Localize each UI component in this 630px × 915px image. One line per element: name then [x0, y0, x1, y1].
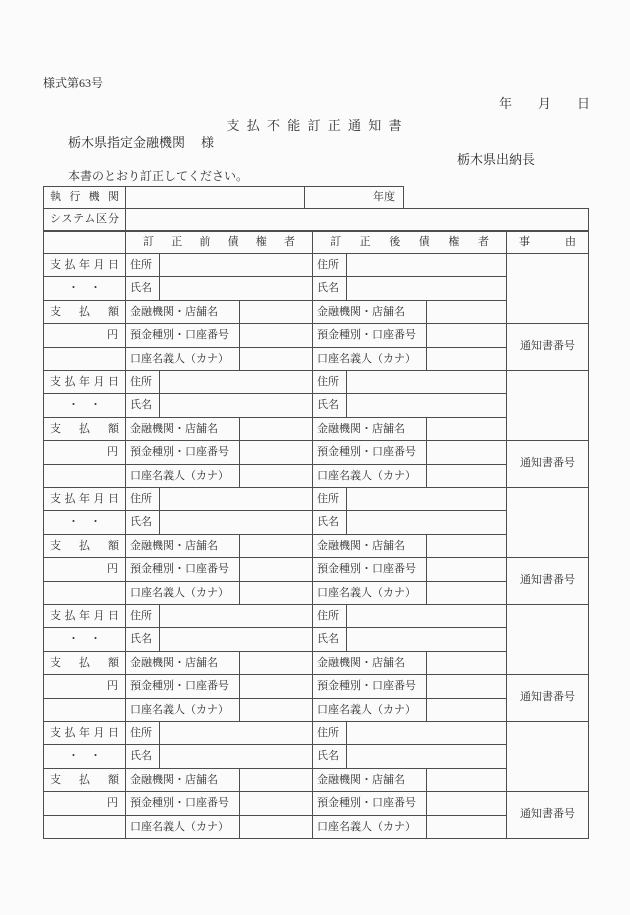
account-holder-label: 口座名義人（カナ）: [126, 348, 240, 371]
address-value-cell: [160, 605, 313, 628]
left-empty-cell: [43, 465, 126, 488]
payment-date-label: 支 払 年 月 日: [43, 254, 126, 277]
deposit-account-label: 預金種別・口座番号: [126, 558, 240, 581]
account-holder-label: 口座名義人（カナ）: [313, 582, 427, 605]
executing-org-row: [43, 186, 589, 209]
bank-branch-label: 金融機関・店舗名: [313, 418, 427, 441]
account-holder-label: 口座名義人（カナ）: [313, 348, 427, 371]
address-label: 住所: [313, 605, 347, 628]
reason-column: [507, 722, 589, 839]
deposit-account-value-cell: [427, 558, 507, 581]
account-holder-label: 口座名義人（カナ）: [313, 816, 427, 839]
col-header-after: 訂 正 後 債 権 者: [313, 231, 507, 254]
payment-date-label: 支 払 年 月 日: [43, 605, 126, 628]
address-label: 住所: [313, 254, 347, 277]
name-label: 氏名: [126, 277, 160, 300]
bank-branch-label: 金融機関・店舗名: [126, 535, 240, 558]
deposit-account-value-cell: [240, 324, 313, 347]
before-correction-column: [126, 722, 313, 839]
deposit-account-value-cell: [240, 558, 313, 581]
account-holder-label: 口座名義人（カナ）: [126, 582, 240, 605]
creditor-correction-block: [43, 254, 589, 371]
fiscal-year-label: 年度: [305, 186, 404, 209]
left-empty-cell: [43, 699, 126, 722]
account-holder-value-cell: [427, 348, 507, 371]
payment-date-dots: ・ ・: [43, 628, 126, 651]
deposit-account-value-cell: [427, 324, 507, 347]
account-holder-value-cell: [427, 582, 507, 605]
top-table: [43, 186, 589, 231]
bank-branch-value-cell: [240, 652, 313, 675]
system-class-row: [43, 208, 589, 231]
addressee-name: 栃木県指定金融機関: [68, 135, 186, 150]
address-value-cell: [160, 722, 313, 745]
name-value-cell: [347, 277, 507, 300]
account-holder-value-cell: [427, 699, 507, 722]
account-holder-label: 口座名義人（カナ）: [313, 699, 427, 722]
bank-branch-value-cell: [240, 418, 313, 441]
reason-value-cell: [507, 254, 589, 324]
bank-branch-label: 金融機関・店舗名: [126, 769, 240, 792]
address-label: 住所: [126, 371, 160, 394]
payment-date-dots: ・ ・: [43, 394, 126, 417]
name-value-cell: [160, 511, 313, 534]
address-label: 住所: [313, 722, 347, 745]
name-value-cell: [347, 394, 507, 417]
left-empty-cell: [43, 348, 126, 371]
deposit-account-value-cell: [240, 675, 313, 698]
yen-label: 円: [43, 792, 126, 815]
address-value-cell: [160, 488, 313, 511]
name-label: 氏名: [126, 745, 160, 768]
before-correction-column: [126, 254, 313, 371]
payment-amount-label: 支 払 額: [43, 535, 126, 558]
account-holder-label: 口座名義人（カナ）: [126, 699, 240, 722]
payment-date-dots: ・ ・: [43, 511, 126, 534]
bank-branch-value-cell: [427, 301, 507, 324]
executing-org-label: 執 行 機 関: [43, 186, 126, 209]
payment-date-label: 支 払 年 月 日: [43, 722, 126, 745]
payment-date-label: 支 払 年 月 日: [43, 371, 126, 394]
address-value-cell: [160, 371, 313, 394]
deposit-account-label: 預金種別・口座番号: [313, 441, 427, 464]
column-header-row: [43, 231, 589, 254]
left-label-column: [43, 371, 126, 488]
payment-amount-label: 支 払 額: [43, 418, 126, 441]
date-line: 年 月 日: [498, 96, 590, 111]
address-label: 住所: [313, 488, 347, 511]
deposit-account-value-cell: [240, 441, 313, 464]
reason-column: [507, 488, 589, 605]
bank-branch-value-cell: [427, 418, 507, 441]
notice-number-label: 通知書番号: [507, 792, 589, 839]
deposit-account-label: 預金種別・口座番号: [313, 675, 427, 698]
name-label: 氏名: [313, 277, 347, 300]
bank-branch-label: 金融機関・店舗名: [313, 535, 427, 558]
form-number: 様式第63号: [43, 76, 104, 90]
bank-branch-label: 金融機関・店舗名: [313, 301, 427, 324]
reason-value-cell: [507, 605, 589, 675]
name-value-cell: [160, 745, 313, 768]
reason-value-cell: [507, 722, 589, 792]
deposit-account-value-cell: [427, 675, 507, 698]
after-correction-column: [313, 254, 507, 371]
bank-branch-value-cell: [427, 769, 507, 792]
account-holder-label: 口座名義人（カナ）: [126, 465, 240, 488]
yen-label: 円: [43, 324, 126, 347]
account-holder-value-cell: [427, 465, 507, 488]
deposit-account-label: 預金種別・口座番号: [126, 675, 240, 698]
bank-branch-value-cell: [240, 301, 313, 324]
address-label: 住所: [126, 605, 160, 628]
creditor-correction-block: [43, 488, 589, 605]
deposit-account-value-cell: [427, 792, 507, 815]
reason-column: [507, 254, 589, 371]
name-label: 氏名: [313, 628, 347, 651]
before-correction-column: [126, 371, 313, 488]
name-value-cell: [347, 511, 507, 534]
reason-column: [507, 605, 589, 722]
header-corner-cell: [43, 231, 126, 254]
deposit-account-label: 預金種別・口座番号: [126, 792, 240, 815]
col-header-reason: 事 由: [507, 231, 589, 254]
name-value-cell: [160, 628, 313, 651]
left-empty-cell: [43, 582, 126, 605]
address-value-cell: [347, 605, 507, 628]
reason-value-cell: [507, 488, 589, 558]
bank-branch-value-cell: [240, 535, 313, 558]
name-label: 氏名: [126, 511, 160, 534]
deposit-account-value-cell: [240, 792, 313, 815]
system-class-label: システム区分: [43, 208, 126, 231]
deposit-account-label: 預金種別・口座番号: [313, 324, 427, 347]
bank-branch-label: 金融機関・店舗名: [313, 769, 427, 792]
account-holder-value-cell: [240, 699, 313, 722]
bank-branch-value-cell: [427, 535, 507, 558]
left-label-column: [43, 488, 126, 605]
account-holder-value-cell: [240, 348, 313, 371]
account-holder-value-cell: [240, 465, 313, 488]
address-value-cell: [347, 488, 507, 511]
address-value-cell: [347, 371, 507, 394]
bank-branch-label: 金融機関・店舗名: [126, 301, 240, 324]
instruction-text: 本書のとおり訂正してください。: [68, 169, 249, 183]
deposit-account-label: 預金種別・口座番号: [126, 441, 240, 464]
bank-branch-label: 金融機関・店舗名: [126, 418, 240, 441]
name-label: 氏名: [313, 511, 347, 534]
name-label: 氏名: [313, 394, 347, 417]
bank-branch-value-cell: [427, 652, 507, 675]
deposit-account-label: 預金種別・口座番号: [313, 558, 427, 581]
page-title: 支 払 不 能 訂 正 通 知 書: [226, 118, 404, 133]
bank-branch-label: 金融機関・店舗名: [126, 652, 240, 675]
address-label: 住所: [126, 722, 160, 745]
payment-date-dots: ・ ・: [43, 745, 126, 768]
after-correction-column: [313, 488, 507, 605]
name-value-cell: [160, 394, 313, 417]
notice-number-label: 通知書番号: [507, 675, 589, 722]
bank-branch-value-cell: [240, 769, 313, 792]
addressee-line: [68, 132, 214, 151]
left-label-column: [43, 605, 126, 722]
after-correction-column: [313, 605, 507, 722]
deposit-account-label: 預金種別・口座番号: [313, 792, 427, 815]
before-correction-column: [126, 605, 313, 722]
main-table: [43, 231, 589, 839]
col-header-before: 訂 正 前 債 権 者: [126, 231, 313, 254]
after-correction-column: [313, 722, 507, 839]
name-label: 氏名: [126, 394, 160, 417]
notice-number-label: 通知書番号: [507, 558, 589, 605]
deposit-account-label: 預金種別・口座番号: [126, 324, 240, 347]
after-correction-column: [313, 371, 507, 488]
address-value-cell: [347, 722, 507, 745]
deposit-account-value-cell: [427, 441, 507, 464]
address-label: 住所: [313, 371, 347, 394]
left-empty-cell: [43, 816, 126, 839]
yen-label: 円: [43, 558, 126, 581]
creditor-correction-block: [43, 722, 589, 839]
payment-amount-label: 支 払 額: [43, 652, 126, 675]
payment-date-dots: ・ ・: [43, 277, 126, 300]
executing-org-value-cell: [126, 186, 305, 209]
creditor-correction-block: [43, 371, 589, 488]
name-label: 氏名: [126, 628, 160, 651]
notice-number-label: 通知書番号: [507, 324, 589, 371]
left-label-column: [43, 722, 126, 839]
before-correction-column: [126, 488, 313, 605]
address-value-cell: [160, 254, 313, 277]
system-class-value-cell: [126, 208, 589, 231]
reason-value-cell: [507, 371, 589, 441]
name-value-cell: [160, 277, 313, 300]
reason-column: [507, 371, 589, 488]
address-value-cell: [347, 254, 507, 277]
payment-amount-label: 支 払 額: [43, 769, 126, 792]
name-value-cell: [347, 628, 507, 651]
issuer: 栃木県出納長: [457, 152, 536, 167]
addressee-honorific: 様: [201, 135, 215, 150]
address-label: 住所: [126, 254, 160, 277]
account-holder-label: 口座名義人（カナ）: [313, 465, 427, 488]
address-label: 住所: [126, 488, 160, 511]
bank-branch-label: 金融機関・店舗名: [313, 652, 427, 675]
payment-amount-label: 支 払 額: [43, 301, 126, 324]
creditor-correction-block: [43, 605, 589, 722]
name-value-cell: [347, 745, 507, 768]
account-holder-value-cell: [240, 816, 313, 839]
payment-date-label: 支 払 年 月 日: [43, 488, 126, 511]
account-holder-label: 口座名義人（カナ）: [126, 816, 240, 839]
account-holder-value-cell: [427, 816, 507, 839]
notice-number-label: 通知書番号: [507, 441, 589, 488]
name-label: 氏名: [313, 745, 347, 768]
yen-label: 円: [43, 675, 126, 698]
yen-label: 円: [43, 441, 126, 464]
left-label-column: [43, 254, 126, 371]
account-holder-value-cell: [240, 582, 313, 605]
